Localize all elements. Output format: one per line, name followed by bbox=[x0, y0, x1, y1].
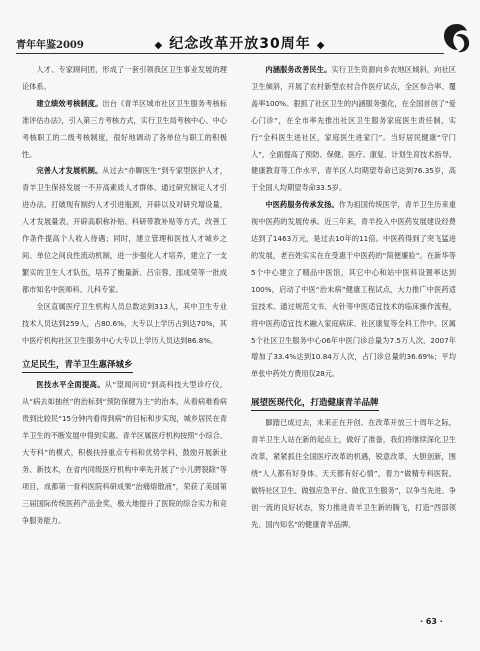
paragraph bbox=[22, 163, 227, 298]
banner-text: 纪念改革开放30周年 bbox=[169, 36, 311, 52]
paragraph bbox=[22, 377, 227, 529]
diamond-icon: ◆ bbox=[154, 40, 164, 51]
paragraph-heading: 完善人才发展机制。 bbox=[36, 166, 103, 176]
section-heading: 立足民生，青羊卫生惠泽城乡 bbox=[22, 359, 133, 373]
header-rule bbox=[16, 53, 444, 54]
anniversary-logo-icon bbox=[440, 20, 474, 56]
section-heading: 展望医现代化，打造健康青羊品牌 bbox=[251, 397, 379, 411]
paragraph-heading: 医技水平全面提高。 bbox=[36, 380, 105, 390]
paragraph: 脚踏已成过去，未来正在开创。在改革开放三十周年之际，青羊卫生人站在新的起点上，做好了准备，我们将继续深化卫生改革，紧紧抓住全国医疗改革的机遇，锐意改革，大胆创新，围绕“人人都有好身体、天天都有好心情”，着力“做精专科医院、做特社区卫生、做强应急平台、做优卫生服务”，以争当先进、争创一流的良好状态，努力推进青羊卫生新的腾飞，打造“西部领先、国内知名”的健康青羊品牌。 bbox=[251, 418, 456, 529]
paragraph-heading: 内涵服务改善民生。 bbox=[265, 65, 332, 74]
paragraph-text: 实行卫生资源向乡农地区倾斜，向社区卫生倾斜，开展了农村新型农村合作医疗试点，全区参合率、覆盖率100%。狠抓了社区卫生的内涵服务强化，在全国首创了“爱心门诊”，在全市率先推出社区卫生服务家庭医生责任制，实行“全科医生进社区，家庭医生进家门”。当好居民健康“守门人”，全面提高了预防、保健、医疗、康复、计划生育技术指导、健康教育等工作水平，青羊区人均期望寿命已达到76.35岁，高于全国人均期望寿命33.5岁。 bbox=[251, 65, 456, 193]
paragraph bbox=[251, 62, 456, 197]
paragraph-text: 出台《青羊区城市社区卫生服务考核标准评估办法》，引入第三方考核方式，实行卫生局考核中心、中心考核职工的二级考核制度，很好地调动了各单位与职工的积极性。 bbox=[22, 98, 227, 159]
paragraph-heading: 建立绩效考核制度。 bbox=[36, 98, 103, 108]
yearbook-title: 青年年鉴2009 bbox=[16, 40, 84, 51]
paragraph: 人才、专家顾问团，形成了一套引领我区卫生事业发展的理论体系。 bbox=[22, 65, 227, 91]
paragraph-text: 从“望闻问切”到高科技大型诊疗仪，从“病去如抽丝”的治标到“预防保健为主”的治本，从看病难看病贵到比较民“15分钟内看得到病”的目标和步实现，城乡居民在青羊卫生的不断发展中得到实惠。青羊区属医疗机构按照“小综合、大专科”的模式，积极扶持重点专科和优势学科，鼓励开展新业务、新技术，在省内同级医疗机构中率先开展了“小儿腭裂除”等项目，成都第一骨科医院科研成果“治痛熔散液”，荣获了美国第三届国际传统医药产品金奖，极大地提升了医院的综合实力和竞争服务能力。 bbox=[22, 380, 227, 525]
paragraph-heading: 中医药服务传承发扬。 bbox=[265, 200, 339, 210]
page-number: · 63 · bbox=[420, 617, 443, 626]
paragraph-text: 作为祖国传统医学，青羊卫生历来重视中医药的发展传承。近三年来，青羊投入中医药发展建设经费达到了1463万元，是过去10年的11倍。中医药得到了突飞猛进的发展，老百姓实实在在受惠于中医药的“简便廉验”。在新华等5个中心建立了精品中医馆，其它中心和站中医科设置率达到100%，启动了中医“治未病”健康工程试点，大力推广中医药适宜技术。通过规范文书、火针等中医适宜技术的临床操作流程，将中医药适宜技术融入家庭病床、社区康复等全科工作中。区属5个社区卫生服务中心06年中医门诊总量为7.5万人次，2007年增加了33.4%达到10.84万人次，占门诊总量的36.69%；平均单张中药处方费用仅28元。 bbox=[251, 200, 456, 379]
paragraph bbox=[251, 197, 456, 383]
paragraph bbox=[22, 96, 227, 164]
paragraph: 全区直属医疗卫生机构人员总数达到313人，其中卫生专业技术人员达到259人，占80.6%，大专以上学历占到达70%，其中医疗机构社区卫生服务中心大专以上学历人员达到86.8%。 bbox=[22, 301, 227, 345]
left-column bbox=[22, 62, 227, 530]
page-header bbox=[0, 0, 480, 54]
right-column bbox=[251, 62, 456, 534]
section-banner bbox=[0, 33, 480, 53]
paragraph-text: 从过去“亦聊医生”到专家型医护人才，青羊卫生保持发展一不开高素质人才群体。通过研究制定人才引进办法，打破现有制约人才引进瓶颈，开辟以及对研究增设量，人才发展量表，开辟高职称补贴、科研带教补贴等方式，改善工作条件提高个人收入待遇；同时，建立管理和医技人才城乡之间、单位之间良性流动机制，进一步强化人才培养，建立了一支繁实的卫生人才队伍，培养了衡量新、吕宗蓉、邵成荣等一批成都市知名中医师科、儿科专家。 bbox=[22, 166, 227, 294]
diamond-icon: ◆ bbox=[316, 40, 326, 51]
